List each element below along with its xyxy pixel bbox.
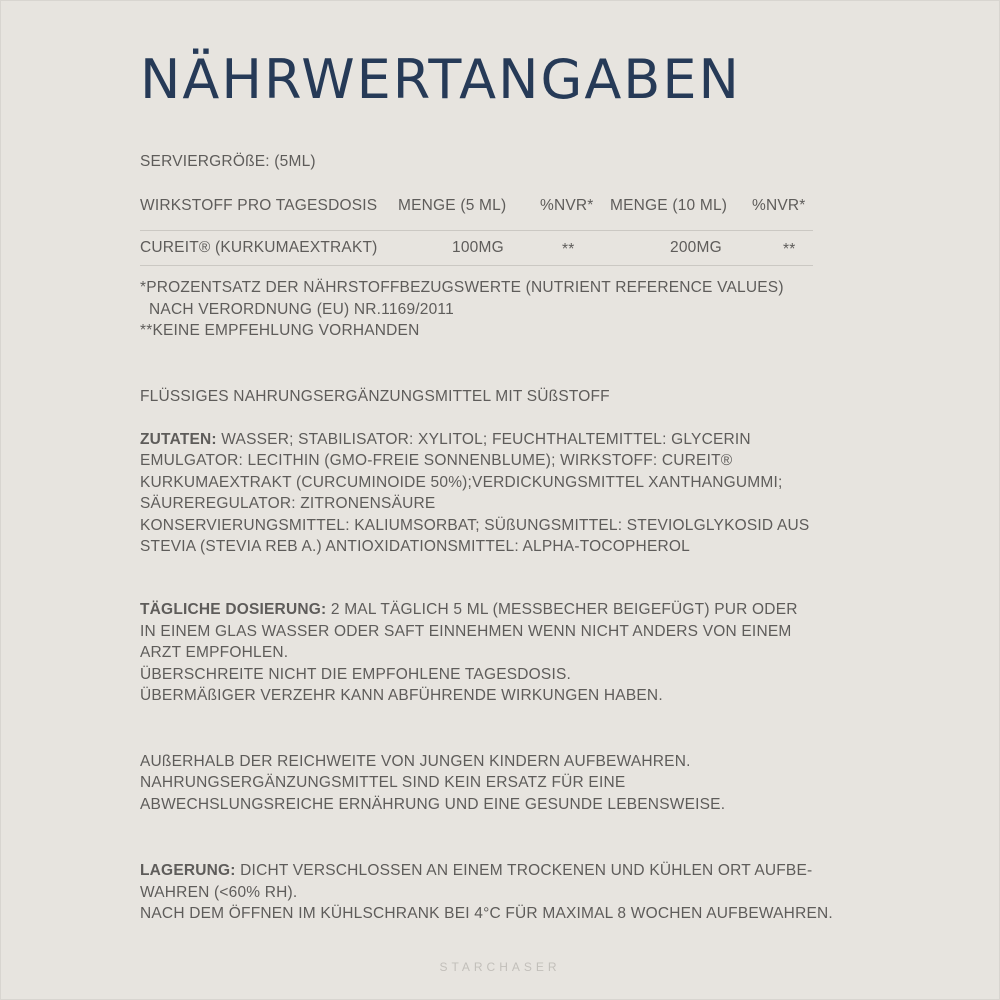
- warning-line: AUßERHALB DER REICHWEITE VON JUNGEN KINDERN AUFBEWAHREN.: [140, 753, 691, 770]
- ingredients-line: EMULGATOR: LECITHIN (GMO-FREIE SONNENBLUME); WIRKSTOFF: CUREIT®: [140, 452, 733, 469]
- ingredients-line: KURKUMAEXTRAKT (CURCUMINOIDE 50%);VERDICKUNGSMITTEL XANTHANGUMMI;: [140, 474, 783, 491]
- product-type: FLÜSSIGES NAHRUNGSERGÄNZUNGSMITTEL MIT SÜßSTOFF: [140, 388, 610, 405]
- dosage-line: ARZT EMPFOHLEN.: [140, 644, 289, 661]
- ingredients-line: ZUTATEN: WASSER; STABILISATOR: XYLITOL; FEUCHTHALTEMITTEL: GLYCERIN: [140, 431, 751, 448]
- header-amount-5ml: MENGE (5 ML): [398, 197, 507, 214]
- ingredients-line: SÄUREREGULATOR: ZITRONENSÄURE: [140, 495, 436, 512]
- brand-logo-text: STARCHASER: [439, 960, 561, 974]
- storage-line: WAHREN (<60% RH).: [140, 884, 298, 901]
- cell-nrv-5ml: **: [562, 241, 575, 258]
- header-active-ingredient: WIRKSTOFF PRO TAGESDOSIS: [140, 197, 378, 214]
- page-title: NÄHRWERTANGABEN: [140, 48, 741, 111]
- storage-label: LAGERUNG:: [140, 862, 236, 879]
- cell-nrv-10ml: **: [783, 241, 796, 258]
- cell-amount-10ml: 200MG: [670, 239, 722, 256]
- warning-line: NAHRUNGSERGÄNZUNGSMITTEL SIND KEIN ERSATZ FÜR EINE: [140, 774, 626, 791]
- serving-size: SERVIERGRÖßE: (5ML): [140, 153, 316, 170]
- table-divider-bottom: [140, 265, 813, 266]
- dosage-line: ÜBERSCHREITE NICHT DIE EMPFOHLENE TAGESDOSIS.: [140, 666, 572, 683]
- header-nrv-5ml: %NVR*: [540, 197, 594, 214]
- footnote-nrv: *PROZENTSATZ DER NÄHRSTOFFBEZUGSWERTE (NUTRIENT REFERENCE VALUES): [140, 279, 784, 296]
- dosage-line: ÜBERMÄßIGER VERZEHR KANN ABFÜHRENDE WIRKUNGEN HABEN.: [140, 687, 663, 704]
- header-nrv-10ml: %NVR*: [752, 197, 806, 214]
- cell-amount-5ml: 100MG: [452, 239, 504, 256]
- ingredients-line: KONSERVIERUNGSMITTEL: KALIUMSORBAT; SÜßUNGSMITTEL: STEVIOLGLYKOSID AUS: [140, 517, 810, 534]
- dosage-label: TÄGLICHE DOSIERUNG:: [140, 601, 327, 618]
- dosage-line: IN EINEM GLAS WASSER ODER SAFT EINNEHMEN WENN NICHT ANDERS VON EINEM: [140, 623, 792, 640]
- warning-line: ABWECHSLUNGSREICHE ERNÄHRUNG UND EINE GESUNDE LEBENSWEISE.: [140, 796, 726, 813]
- ingredients-line: STEVIA (STEVIA REB A.) ANTIOXIDATIONSMITTEL: ALPHA-TOCOPHEROL: [140, 538, 690, 555]
- storage-line: LAGERUNG: DICHT VERSCHLOSSEN AN EINEM TROCKENEN UND KÜHLEN ORT AUFBE-: [140, 862, 813, 879]
- header-amount-10ml: MENGE (10 ML): [610, 197, 728, 214]
- ingredients-label: ZUTATEN:: [140, 431, 217, 448]
- footnote-no-recommendation: **KEINE EMPFEHLUNG VORHANDEN: [140, 322, 420, 339]
- table-divider-top: [140, 230, 813, 231]
- storage-line: NACH DEM ÖFFNEN IM KÜHLSCHRANK BEI 4°C FÜR MAXIMAL 8 WOCHEN AUFBEWAHREN.: [140, 905, 833, 922]
- footnote-regulation: NACH VERORDNUNG (EU) NR.1169/2011: [140, 301, 454, 318]
- dosage-line: TÄGLICHE DOSIERUNG: 2 MAL TÄGLICH 5 ML (MESSBECHER BEIGEFÜGT) PUR ODER: [140, 601, 798, 618]
- cell-ingredient: CUREIT® (KURKUMAEXTRAKT): [140, 239, 378, 256]
